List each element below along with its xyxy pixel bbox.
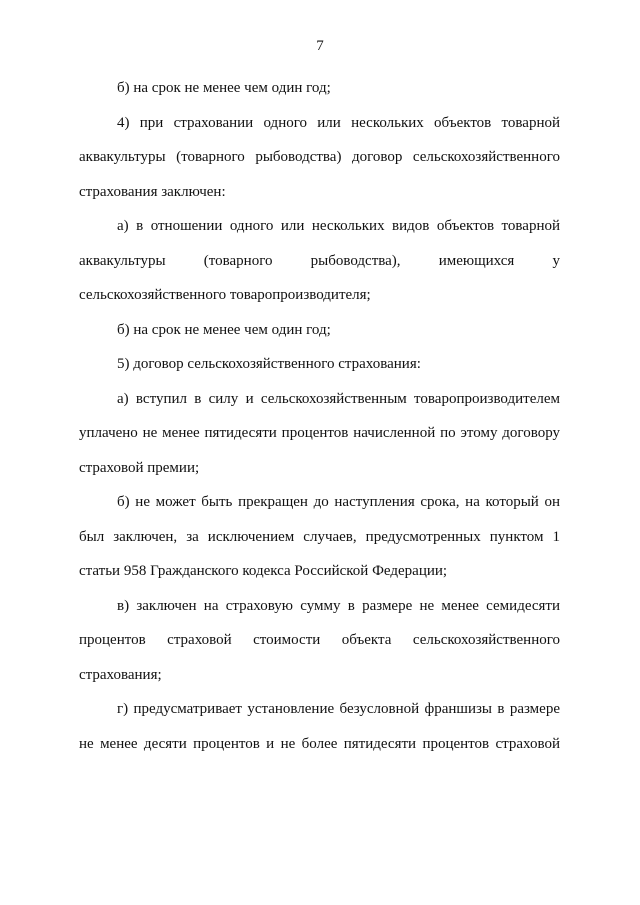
document-body [79,71,560,761]
paragraph-5g-deductible: г) предусматривает установление безусловной франшизы в размере не менее десяти процентов и не более пятидесяти процентов страховой [79,701,560,752]
paragraph-5b-termination: б) не может быть прекращен до наступления срока, на который он был заключен, за исключением случаев, предусмотренных пунктом 1 статьи 958 Гражданского кодекса Российской Федерации; [79,494,560,579]
paragraph-5-contract: 5) договор сельскохозяйственного страхования: [117,356,421,372]
paragraph-4b-term: б) на срок не менее чем один год; [117,321,331,338]
page-number: 7 [316,38,324,54]
paragraph-5v-sum-insured: в) заключен на страховую сумму в размере не менее семидесяти процентов страховой стоимости объекта сельскохозяйственного страхования; [79,597,560,683]
paragraph-4a-species: а) в отношении одного или нескольких видов объектов товарной аквакультуры (товарного рыбоводства), имеющихся у сельскохозяйственного товаропроизводителя; [79,218,560,303]
paragraph-4-aquaculture: 4) при страховании одного или нескольких объектов товарной аквакультуры (товарного рыбоводства) договор сельскохозяйственного страхования заключен: [79,114,560,200]
paragraph-5a-in-force: а) вступил в силу и сельскохозяйственным товаропроизводителем уплачено не менее пятидесяти процентов начисленной по этому договору страховой премии; [79,390,560,476]
paragraph-6b-term: б) на срок не менее чем один год; [117,80,331,96]
